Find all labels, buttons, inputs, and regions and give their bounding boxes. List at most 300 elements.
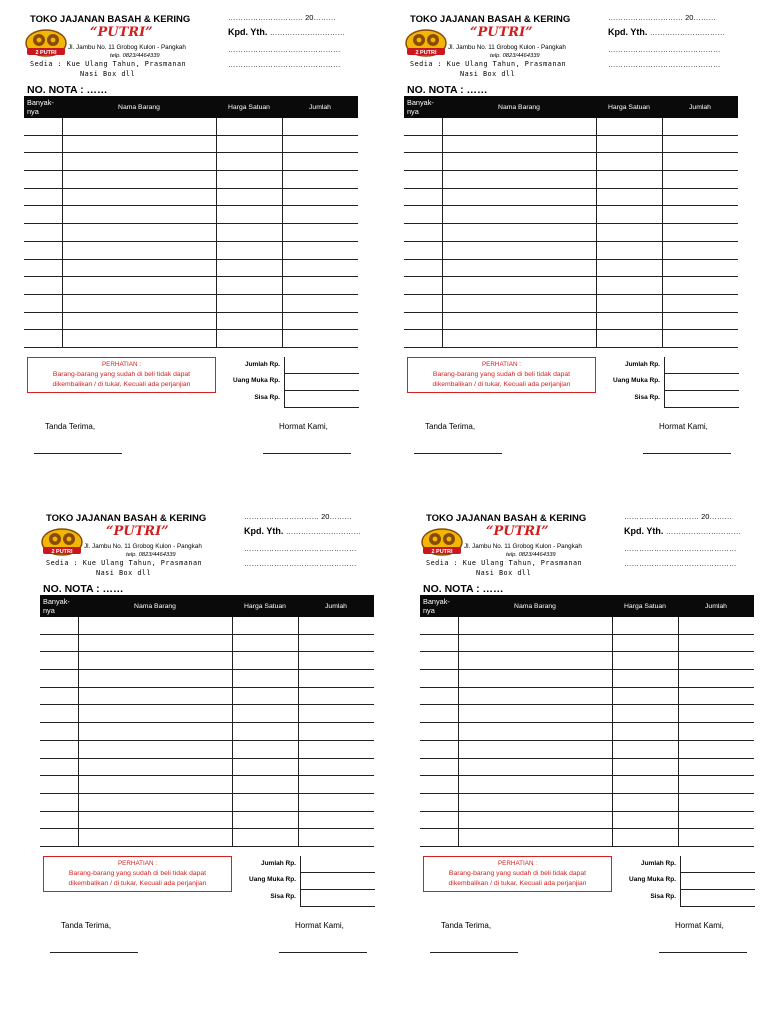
items-table [420, 595, 754, 847]
item-cell [458, 723, 612, 741]
qty-cell [404, 206, 442, 224]
column-header-item: Nama Barang [442, 96, 596, 118]
total-cell [298, 740, 374, 758]
table-row [420, 758, 754, 776]
item-cell [78, 652, 232, 670]
table-row [24, 206, 358, 224]
invoice-form-top-right [404, 8, 764, 478]
total-cell [298, 793, 374, 811]
total-cell [282, 294, 358, 312]
total-cell [282, 224, 358, 242]
receiver-signature-line [414, 453, 502, 454]
total-cell [678, 811, 754, 829]
sedia-line-1: Sedia : Kue Ulang Tahun, Prasmanan [46, 559, 203, 567]
balance-field [284, 391, 359, 408]
recipient-label: Kpd. Yth. [244, 526, 284, 536]
item-cell [78, 829, 232, 847]
table-header-row [24, 96, 358, 118]
item-cell [62, 171, 216, 189]
price-cell [612, 811, 678, 829]
notice-title: PERHATIAN : [497, 860, 538, 867]
item-cell [458, 617, 612, 634]
item-cell [442, 135, 596, 153]
down-payment-label: Uang Muka Rp. [629, 876, 676, 883]
qty-cell [404, 188, 442, 206]
column-header-price: Harga Satuan [232, 595, 298, 617]
address-dots-1: ……………………………………… [608, 45, 721, 54]
item-cell [458, 776, 612, 794]
qty-cell [420, 723, 458, 741]
shop-name: TOKO JAJANAN BASAH & KERING [410, 14, 571, 25]
item-cell [78, 687, 232, 705]
invoice-number: NO. NOTA : …… [407, 84, 488, 96]
total-cell [298, 652, 374, 670]
notice-line-1: Barang-barang yang sudah di beli tidak dapat [68, 870, 207, 877]
table-row [404, 171, 738, 189]
notice-line-1: Barang-barang yang sudah di beli tidak dapat [52, 371, 191, 378]
qty-cell [404, 224, 442, 242]
qty-cell [40, 670, 78, 688]
price-cell [596, 241, 662, 259]
sender-signature-line [659, 952, 747, 953]
notice-line-2: dikembalikan / di tukar, Kecuali ada perjanjian [68, 880, 207, 887]
total-cell [662, 330, 738, 348]
table-row [420, 687, 754, 705]
price-cell [216, 118, 282, 135]
recipient-dots: ………………………… [285, 527, 361, 536]
total-cell [282, 312, 358, 330]
qty-cell [24, 312, 62, 330]
total-cell [678, 634, 754, 652]
shop-address: Jl. Jambu No. 11 Grobog Kulon - Pangkah [448, 44, 566, 51]
notice-box [43, 856, 232, 892]
total-cell [662, 171, 738, 189]
sedia-line-2: Nasi Box dll [460, 70, 516, 78]
brand-name: “PUTRI” [486, 524, 549, 539]
shop-address: Jl. Jambu No. 11 Grobog Kulon - Pangkah [68, 44, 186, 51]
total-field [284, 357, 359, 374]
address-dots-1: ……………………………………… [244, 544, 357, 553]
price-cell [216, 277, 282, 295]
table-row [24, 241, 358, 259]
shop-name: TOKO JAJANAN BASAH & KERING [426, 513, 587, 524]
table-row [420, 705, 754, 723]
total-cell [298, 776, 374, 794]
qty-cell [420, 758, 458, 776]
address-dots-2: ……………………………………… [608, 60, 721, 69]
qty-cell [24, 135, 62, 153]
table-row [404, 241, 738, 259]
qty-cell [24, 206, 62, 224]
price-cell [216, 330, 282, 348]
qty-cell [24, 241, 62, 259]
item-cell [442, 206, 596, 224]
recipient-line [244, 526, 361, 536]
table-row [420, 829, 754, 847]
total-cell [662, 118, 738, 135]
total-cell [298, 723, 374, 741]
table-header-row [404, 96, 738, 118]
down-payment-label: Uang Muka Rp. [613, 377, 660, 384]
item-cell [458, 811, 612, 829]
item-cell [78, 776, 232, 794]
table-row [404, 294, 738, 312]
total-cell [662, 135, 738, 153]
total-cell [662, 206, 738, 224]
total-cell [282, 206, 358, 224]
address-dots-2: ……………………………………… [244, 559, 357, 568]
qty-cell [420, 793, 458, 811]
shop-phone: telp. 0823/4464339 [490, 53, 540, 59]
table-row [24, 330, 358, 348]
price-cell [232, 723, 298, 741]
sedia-line-2: Nasi Box dll [96, 569, 152, 577]
shop-logo [40, 525, 84, 557]
table-row [40, 652, 374, 670]
column-header-item: Nama Barang [78, 595, 232, 617]
notice-box [27, 357, 216, 393]
price-cell [216, 241, 282, 259]
qty-cell [420, 634, 458, 652]
column-header-item: Nama Barang [458, 595, 612, 617]
table-row [24, 259, 358, 277]
item-cell [78, 634, 232, 652]
receiver-signature-line [430, 952, 518, 953]
total-cell [678, 705, 754, 723]
item-cell [458, 634, 612, 652]
shop-phone: telp. 0823/4464339 [506, 552, 556, 558]
price-cell [612, 652, 678, 670]
recipient-line [228, 27, 345, 37]
total-label: Jumlah Rp. [624, 361, 660, 368]
price-cell [612, 776, 678, 794]
item-cell [62, 188, 216, 206]
total-cell [282, 259, 358, 277]
total-cell [678, 617, 754, 634]
price-cell [612, 829, 678, 847]
qty-header-line-2: nya [423, 606, 435, 615]
table-row [420, 634, 754, 652]
shop-name: TOKO JAJANAN BASAH & KERING [46, 513, 207, 524]
item-cell [458, 758, 612, 776]
table-row [420, 793, 754, 811]
items-table [24, 96, 358, 348]
price-cell [216, 188, 282, 206]
item-cell [78, 705, 232, 723]
notice-title: PERHATIAN : [481, 361, 522, 368]
qty-header-line-1: Banyak- [27, 98, 54, 107]
price-cell [596, 330, 662, 348]
table-row [40, 634, 374, 652]
price-cell [216, 294, 282, 312]
sedia-line-1: Sedia : Kue Ulang Tahun, Prasmanan [30, 60, 187, 68]
address-dots-1: ……………………………………… [624, 544, 737, 553]
total-cell [678, 758, 754, 776]
notice-box [423, 856, 612, 892]
item-cell [62, 312, 216, 330]
item-cell [458, 687, 612, 705]
qty-cell [420, 829, 458, 847]
sender-signature-label: Hormat Kami, [675, 921, 724, 930]
invoice-number: NO. NOTA : …… [423, 583, 504, 595]
table-row [40, 811, 374, 829]
qty-cell [24, 188, 62, 206]
table-row [24, 153, 358, 171]
table-row [420, 723, 754, 741]
down-payment-field [300, 873, 375, 890]
price-cell [612, 758, 678, 776]
price-cell [232, 705, 298, 723]
price-cell [232, 617, 298, 634]
logo-text: 2 PUTRI [415, 49, 437, 56]
balance-label: Sisa Rp. [254, 394, 280, 401]
logo-text: 2 PUTRI [35, 49, 57, 56]
item-cell [78, 723, 232, 741]
invoice-form-bottom-left [40, 507, 400, 977]
price-cell [216, 259, 282, 277]
items-table [40, 595, 374, 847]
total-cell [678, 652, 754, 670]
table-row [420, 652, 754, 670]
notice-title: PERHATIAN : [117, 860, 158, 867]
table-row [24, 312, 358, 330]
item-cell [458, 829, 612, 847]
total-cell [298, 758, 374, 776]
balance-field [300, 890, 375, 907]
total-cell [662, 277, 738, 295]
shop-address: Jl. Jambu No. 11 Grobog Kulon - Pangkah [464, 543, 582, 550]
balance-label: Sisa Rp. [634, 394, 660, 401]
notice-line-2: dikembalikan / di tukar, Kecuali ada perjanjian [432, 381, 571, 388]
item-cell [78, 740, 232, 758]
table-row [420, 617, 754, 634]
qty-cell [40, 723, 78, 741]
price-cell [596, 171, 662, 189]
price-cell [596, 277, 662, 295]
sedia-line-1: Sedia : Kue Ulang Tahun, Prasmanan [426, 559, 583, 567]
sender-signature-line [263, 453, 351, 454]
total-cell [678, 776, 754, 794]
column-header-qty [420, 595, 458, 617]
recipient-line [608, 27, 725, 37]
price-cell [596, 188, 662, 206]
item-cell [442, 277, 596, 295]
logo-text: 2 PUTRI [431, 548, 453, 555]
balance-field [680, 890, 755, 907]
table-row [40, 670, 374, 688]
date-line: ………………………… 20……… [608, 13, 716, 22]
price-cell [232, 758, 298, 776]
item-cell [62, 206, 216, 224]
table-row [24, 171, 358, 189]
item-cell [458, 793, 612, 811]
down-payment-label: Uang Muka Rp. [233, 377, 280, 384]
notice-line-1: Barang-barang yang sudah di beli tidak dapat [432, 371, 571, 378]
sedia-line-2: Nasi Box dll [80, 70, 136, 78]
qty-cell [40, 617, 78, 634]
date-line: ………………………… 20……… [244, 512, 352, 521]
shop-address: Jl. Jambu No. 11 Grobog Kulon - Pangkah [84, 543, 202, 550]
sedia-line-2: Nasi Box dll [476, 569, 532, 577]
table-row [404, 153, 738, 171]
price-cell [596, 153, 662, 171]
receiver-signature-label: Tanda Terima, [425, 422, 476, 431]
shop-phone: telp. 0823/4464339 [126, 552, 176, 558]
balance-label: Sisa Rp. [650, 893, 676, 900]
down-payment-field [664, 374, 739, 391]
item-cell [78, 758, 232, 776]
total-cell [662, 259, 738, 277]
qty-cell [404, 294, 442, 312]
item-cell [442, 241, 596, 259]
table-row [404, 206, 738, 224]
qty-cell [420, 687, 458, 705]
receiver-signature-line [34, 453, 122, 454]
table-row [420, 811, 754, 829]
price-cell [232, 740, 298, 758]
total-cell [678, 740, 754, 758]
total-cell [678, 687, 754, 705]
column-header-qty [40, 595, 78, 617]
qty-cell [40, 829, 78, 847]
table-row [24, 224, 358, 242]
total-cell [662, 294, 738, 312]
date-line: ………………………… 20……… [624, 512, 732, 521]
price-cell [596, 259, 662, 277]
price-cell [596, 118, 662, 135]
total-cell [662, 224, 738, 242]
qty-cell [404, 241, 442, 259]
brand-name: “PUTRI” [106, 524, 169, 539]
price-cell [612, 687, 678, 705]
table-header-row [420, 595, 754, 617]
table-row [24, 188, 358, 206]
total-cell [662, 153, 738, 171]
qty-cell [404, 171, 442, 189]
total-cell [662, 241, 738, 259]
qty-cell [404, 312, 442, 330]
receiver-signature-line [50, 952, 138, 953]
price-cell [232, 687, 298, 705]
table-row [40, 723, 374, 741]
total-cell [678, 793, 754, 811]
item-cell [62, 259, 216, 277]
table-row [40, 776, 374, 794]
brand-name: “PUTRI” [90, 25, 153, 40]
item-cell [442, 118, 596, 135]
item-cell [78, 670, 232, 688]
sedia-line-1: Sedia : Kue Ulang Tahun, Prasmanan [410, 60, 567, 68]
total-cell [662, 188, 738, 206]
price-cell [216, 153, 282, 171]
invoice-form-top-left [24, 8, 384, 478]
receiver-signature-label: Tanda Terima, [45, 422, 96, 431]
invoice-number: NO. NOTA : …… [43, 583, 124, 595]
column-header-qty [404, 96, 442, 118]
price-cell [596, 224, 662, 242]
qty-cell [40, 705, 78, 723]
total-cell [282, 241, 358, 259]
table-row [40, 793, 374, 811]
receiver-signature-label: Tanda Terima, [61, 921, 112, 930]
qty-cell [24, 259, 62, 277]
down-payment-field [284, 374, 359, 391]
price-cell [596, 312, 662, 330]
qty-cell [24, 118, 62, 135]
total-label: Jumlah Rp. [244, 361, 280, 368]
item-cell [458, 652, 612, 670]
item-cell [442, 224, 596, 242]
total-cell [282, 118, 358, 135]
notice-line-1: Barang-barang yang sudah di beli tidak dapat [448, 870, 587, 877]
item-cell [78, 811, 232, 829]
table-row [420, 776, 754, 794]
qty-cell [404, 118, 442, 135]
price-cell [232, 670, 298, 688]
total-cell [282, 188, 358, 206]
total-field [300, 856, 375, 873]
price-cell [216, 206, 282, 224]
qty-cell [420, 740, 458, 758]
price-cell [216, 224, 282, 242]
qty-cell [24, 294, 62, 312]
total-cell [282, 153, 358, 171]
qty-cell [24, 153, 62, 171]
total-cell [662, 312, 738, 330]
item-cell [442, 171, 596, 189]
sender-signature-label: Hormat Kami, [279, 422, 328, 431]
price-cell [216, 135, 282, 153]
price-cell [216, 171, 282, 189]
invoice-number: NO. NOTA : …… [27, 84, 108, 96]
qty-cell [420, 811, 458, 829]
price-cell [232, 634, 298, 652]
table-row [24, 135, 358, 153]
total-cell [678, 723, 754, 741]
table-row [40, 758, 374, 776]
balance-field [664, 391, 739, 408]
price-cell [612, 723, 678, 741]
table-row [40, 617, 374, 634]
sender-signature-label: Hormat Kami, [659, 422, 708, 431]
qty-cell [420, 617, 458, 634]
qty-cell [24, 277, 62, 295]
item-cell [62, 277, 216, 295]
qty-header-line-2: nya [27, 107, 39, 116]
column-header-total: Jumlah [282, 96, 358, 118]
price-cell [232, 776, 298, 794]
address-dots-2: ……………………………………… [228, 60, 341, 69]
qty-cell [40, 652, 78, 670]
qty-cell [404, 330, 442, 348]
price-cell [232, 829, 298, 847]
table-row [420, 740, 754, 758]
price-cell [596, 206, 662, 224]
item-cell [62, 135, 216, 153]
total-field [680, 856, 755, 873]
item-cell [442, 153, 596, 171]
total-cell [282, 135, 358, 153]
column-header-price: Harga Satuan [596, 96, 662, 118]
price-cell [612, 634, 678, 652]
shop-phone: telp. 0823/4464339 [110, 53, 160, 59]
total-cell [282, 277, 358, 295]
table-row [40, 829, 374, 847]
price-cell [596, 135, 662, 153]
total-cell [298, 670, 374, 688]
item-cell [78, 793, 232, 811]
balance-label: Sisa Rp. [270, 893, 296, 900]
